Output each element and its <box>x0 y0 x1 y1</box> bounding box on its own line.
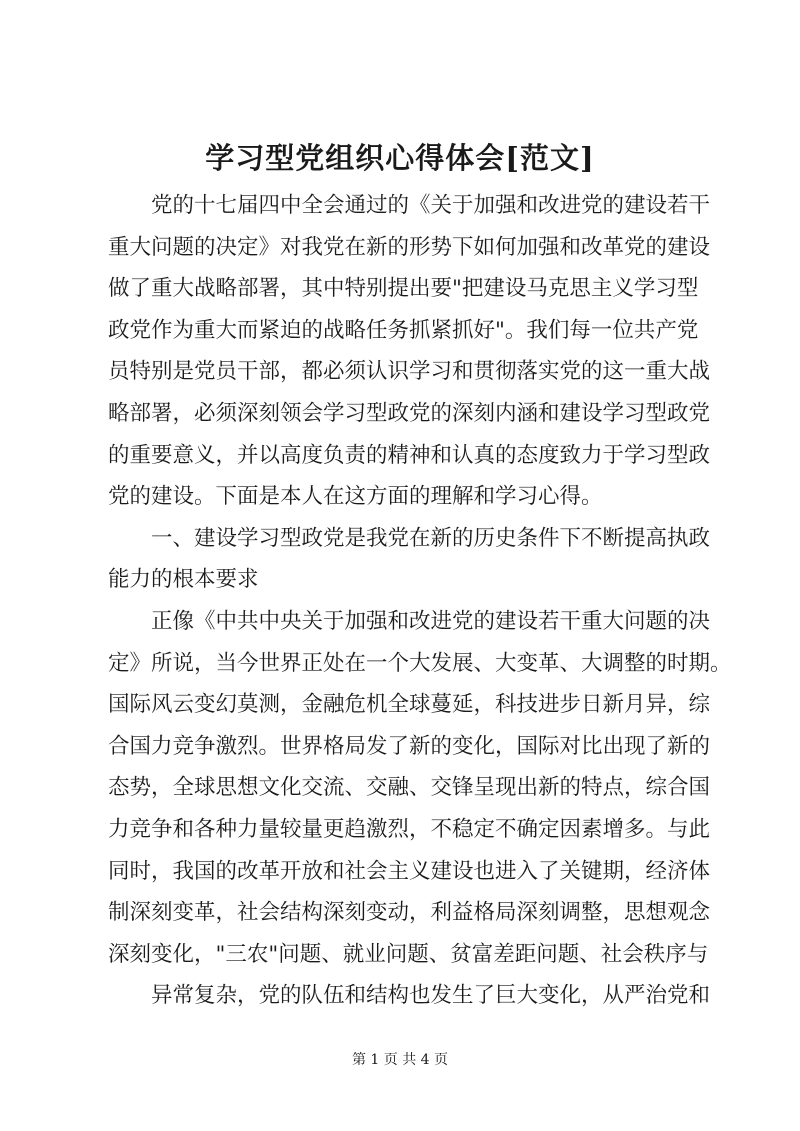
text-line: 合国力竞争激烈。世界格局发了新的变化，国际对比出现了新的 <box>108 733 711 759</box>
text-line: 做了重大战略部署，其中特别提出要"把建设马克思主义学习型 <box>108 276 699 302</box>
text-line: 深刻变化，"三农"问题、就业问题、贫富差距问题、社会秩序与 <box>108 941 709 967</box>
section-heading-line: 一、建设学习型政党是我党在新的历史条件下不断提高执政 <box>151 525 711 551</box>
text-line: 同时，我国的改革开放和社会主义建设也进入了关键期，经济体 <box>108 858 711 884</box>
document-body <box>108 185 732 1017</box>
document-title: 学习型党组织心得体会[范文] <box>205 141 595 175</box>
text-line: 正像《中共中央关于加强和改进党的建设若干重大问题的决 <box>151 608 711 634</box>
page-number-footer: 第 1 页 共 4 页 <box>351 1052 449 1068</box>
text-line: 异常复杂，党的队伍和结构也发生了巨大变化，从严治党和 <box>151 983 711 1009</box>
text-line: 重大问题的决定》对我党在新的形势下如何加强和改革党的建设 <box>108 234 711 260</box>
text-line: 态势，全球思想文化交流、交融、交锋呈现出新的特点，综合国 <box>108 775 711 801</box>
section-heading-line: 能力的根本要求 <box>108 567 259 593</box>
text-line: 力竞争和各种力量较量更趋激烈，不稳定不确定因素增多。与此 <box>108 816 711 842</box>
text-line: 员特别是党员干部，都必须认识学习和贯彻落实党的这一重大战 <box>108 359 711 385</box>
text-line: 制深刻变革，社会结构深刻变动，利益格局深刻调整，思想观念 <box>108 900 711 926</box>
text-line: 国际风云变幻莫测，金融危机全球蔓延，科技进步日新月异，综 <box>108 692 711 718</box>
text-line: 的重要意义，并以高度负责的精神和认真的态度致力于学习型政 <box>108 442 711 468</box>
text-line: 党的建设。下面是本人在这方面的理解和学习心得。 <box>108 484 603 510</box>
text-line: 定》所说，当今世界正处在一个大发展、大变革、大调整的时期。 <box>108 650 732 676</box>
text-line: 党的十七届四中全会通过的《关于加强和改进党的建设若干 <box>151 193 711 218</box>
text-line: 略部署，必须深刻领会学习型政党的深刻内涵和建设学习型政党 <box>108 400 711 426</box>
text-line: 政党作为重大而紧迫的战略任务抓紧抓好"。我们每一位共产党 <box>108 317 699 343</box>
